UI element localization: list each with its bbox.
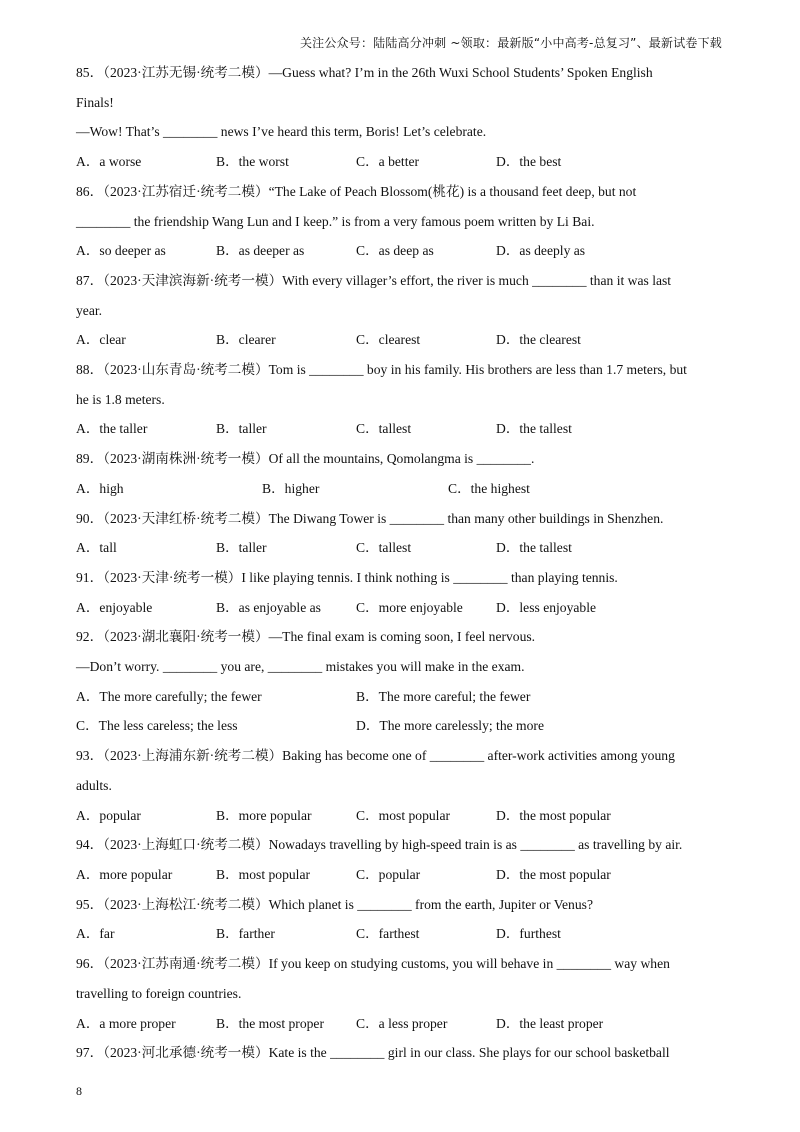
answer-option: D．furthest [496, 926, 561, 942]
answer-option: C．the highest [448, 480, 530, 496]
answer-option: B．clearer [216, 332, 276, 348]
answer-options [76, 474, 726, 504]
question-stem: 86．（2023·江苏宿迁·统考二模）“The Lake of Peach Blossom(桃花) is a thousand feet deep, but not [76, 183, 637, 199]
answer-option: C．popular [356, 866, 421, 882]
answer-option: D．the tallest [496, 421, 572, 437]
answer-option: C．as deep as [356, 243, 434, 259]
question-list [76, 58, 726, 1068]
answer-option: B．taller [216, 540, 267, 556]
answer-options [76, 860, 726, 890]
answer-options [76, 414, 726, 444]
answer-option: C．most popular [356, 807, 451, 823]
answer-options [76, 147, 726, 177]
question-block [76, 355, 726, 444]
question-text-line: year. [76, 302, 103, 318]
answer-option: B．most popular [216, 866, 311, 882]
answer-option: A．more popular [76, 866, 173, 882]
answer-options [76, 533, 726, 563]
answer-options [76, 682, 726, 712]
answer-option: B．farther [216, 926, 275, 942]
answer-option: A．far [76, 926, 115, 942]
answer-option: C．clearest [356, 332, 421, 348]
answer-options [76, 593, 726, 623]
question-text-line: —Wow! That’s ________ news I’ve heard this term, Boris! Let’s celebrate. [76, 124, 487, 140]
answer-option: C．a less proper [356, 1015, 448, 1031]
answer-option: D．the clearest [496, 332, 581, 348]
answer-option: C．The less careless; the less [76, 718, 238, 734]
answer-options [76, 919, 726, 949]
answer-option: A．The more carefully; the fewer [76, 688, 262, 704]
question-text-line: Finals! [76, 94, 114, 110]
question-block [76, 266, 726, 355]
answer-option: A．enjoyable [76, 599, 153, 615]
question-stem: 94．（2023·上海虹口·统考二模）Nowadays travelling by high-speed train is as ________ as travelling by air. [76, 837, 683, 853]
question-stem: 90．（2023·天津红桥·统考二模）The Diwang Tower is ________ than many other buildings in Shenzhen. [76, 510, 664, 526]
page-number: 8 [76, 1084, 82, 1098]
question-block [76, 890, 726, 949]
question-text-line: —Don’t worry. ________ you are, ________ mistakes you will make in the exam. [76, 659, 525, 675]
answer-option: D．the most popular [496, 807, 611, 823]
answer-option: A．a worse [76, 154, 142, 170]
question-stem: 95．（2023·上海松江·统考二模）Which planet is ________ from the earth, Jupiter or Venus? [76, 896, 593, 912]
question-text-line: adults. [76, 777, 112, 793]
answer-option: B．taller [216, 421, 267, 437]
answer-option: C．a better [356, 154, 420, 170]
answer-option: A．a more proper [76, 1015, 176, 1031]
answer-option: B．as enjoyable as [216, 599, 321, 615]
answer-option: B．the worst [216, 154, 289, 170]
answer-options [76, 325, 726, 355]
answer-options [76, 1009, 726, 1039]
question-stem: 96．（2023·江苏南通·统考二模）If you keep on studying customs, you will behave in ________ way when [76, 956, 670, 972]
answer-option: D．less enjoyable [496, 599, 597, 615]
question-stem: 97．（2023·河北承德·统考一模）Kate is the ________ girl in our class. She plays for our school basketball [76, 1045, 670, 1061]
question-block [76, 949, 726, 1038]
question-stem: 88．（2023·山东青岛·统考二模）Tom is ________ boy in his family. His brothers are less than 1.7 meters, but [76, 362, 687, 378]
question-stem: 91．（2023·天津·统考一模）I like playing tennis. I think nothing is ________ than playing tennis. [76, 569, 618, 585]
answer-options [76, 801, 726, 831]
answer-option: A．so deeper as [76, 243, 166, 259]
answer-option: C．tallest [356, 540, 412, 556]
question-stem: 87．（2023·天津滨海新·统考一模）With every villager’s effort, the river is much ________ than it was last [76, 272, 672, 288]
answer-option: B．higher [262, 480, 320, 496]
answer-option: D．the best [496, 154, 562, 170]
answer-option: C．tallest [356, 421, 412, 437]
question-block [76, 177, 726, 266]
question-text-line: he is 1.8 meters. [76, 391, 165, 407]
question-block [76, 504, 726, 563]
question-text-line: ________ the friendship Wang Lun and I keep.” is from a very famous poem written by Li Bai. [76, 213, 595, 229]
answer-option: C．farthest [356, 926, 420, 942]
question-block [76, 444, 726, 503]
question-block [76, 1038, 726, 1068]
question-stem: 85．（2023·江苏无锡·统考二模）—Guess what? I’m in the 26th Wuxi School Students’ Spoken English [76, 65, 653, 80]
answer-option: A．the taller [76, 421, 148, 437]
answer-option: D．the tallest [496, 540, 572, 556]
question-block [76, 563, 726, 622]
answer-option: A．clear [76, 332, 126, 348]
answer-option: B．as deeper as [216, 243, 305, 259]
answer-option: D．The more carelessly; the more [356, 718, 544, 734]
question-block [76, 830, 726, 889]
question-block [76, 741, 726, 830]
answer-options [76, 236, 726, 266]
answer-option: A．popular [76, 807, 141, 823]
answer-options [76, 711, 726, 741]
answer-option: B．more popular [216, 807, 312, 823]
answer-option: A．high [76, 480, 124, 496]
answer-option: B．The more careful; the fewer [356, 688, 531, 704]
question-block [76, 622, 726, 741]
page-header: 关注公众号：陆陆高分冲刺 ~领取：最新版“小中高考-总复习”、最新试卷下载 [299, 36, 722, 50]
answer-option: B．the most proper [216, 1015, 324, 1031]
question-text-line: travelling to foreign countries. [76, 985, 242, 1001]
question-block [76, 58, 726, 177]
answer-option: D．the least proper [496, 1015, 604, 1031]
question-stem: 93．（2023·上海浦东新·统考二模）Baking has become one of ________ after-work activities among young [76, 748, 675, 764]
question-stem: 92．（2023·湖北襄阳·统考一模）—The final exam is coming soon, I feel nervous. [76, 629, 536, 645]
answer-option: C．more enjoyable [356, 599, 463, 615]
answer-option: D．as deeply as [496, 243, 586, 259]
answer-option: D．the most popular [496, 866, 611, 882]
question-stem: 89．（2023·湖南株洲·统考一模）Of all the mountains, Qomolangma is ________. [76, 451, 535, 467]
answer-option: A．tall [76, 540, 117, 556]
